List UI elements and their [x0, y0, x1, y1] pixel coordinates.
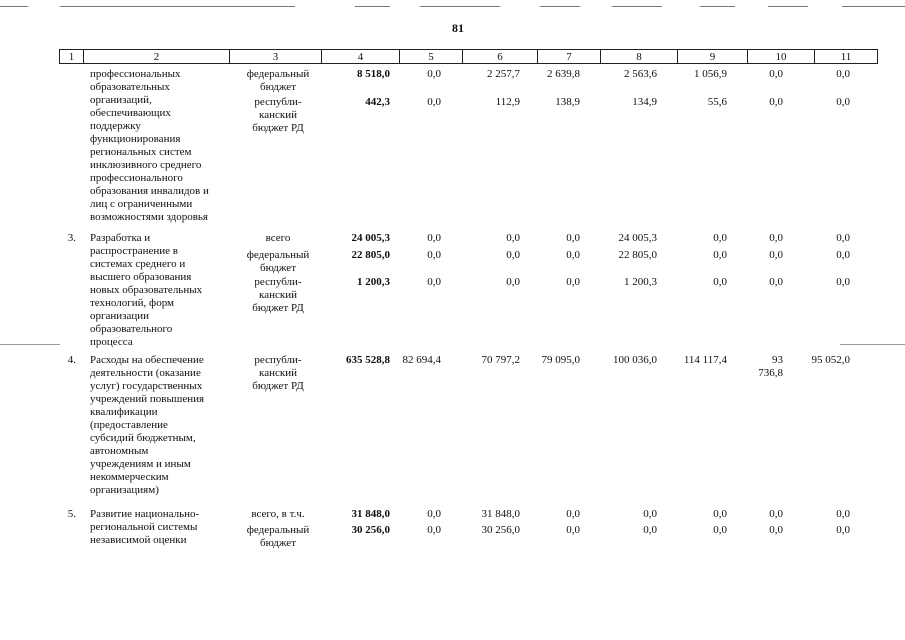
- year-value: 0,0: [836, 68, 850, 80]
- scan-edge-line: [420, 6, 500, 7]
- year-value: 70 797,2: [481, 354, 520, 366]
- year-value: 2 563,6: [624, 68, 657, 80]
- scan-edge-line: [612, 6, 662, 7]
- scan-edge-line: [700, 6, 735, 7]
- scan-edge-line: [60, 6, 295, 7]
- year-value: 114 117,4: [683, 354, 727, 366]
- year-value: 0,0: [643, 508, 657, 520]
- year-value: 0,0: [836, 524, 850, 536]
- header-col-1: 1: [60, 50, 84, 64]
- year-value: 0,0: [713, 249, 727, 261]
- year-value: 0,0: [427, 68, 441, 80]
- year-value: 0,0: [769, 96, 783, 108]
- year-value: 55,6: [707, 96, 727, 108]
- scan-edge-line: [540, 6, 580, 7]
- year-value: 0,0: [769, 524, 783, 536]
- year-value: 0,0: [836, 96, 850, 108]
- year-value: 95 052,0: [811, 354, 850, 366]
- fold-line: [0, 344, 60, 345]
- year-value: 0,0: [566, 249, 580, 261]
- header-col-3: 3: [230, 50, 322, 64]
- row-description: Развитие национально- региональной системы независимой оценки: [90, 508, 200, 546]
- header-col-8: 8: [601, 50, 678, 64]
- header-col-2: 2: [84, 50, 230, 64]
- year-value: 2 639,8: [547, 68, 580, 80]
- total-value: 24 005,3: [351, 232, 390, 244]
- header-col-11: 11: [815, 50, 878, 64]
- year-value: 0,0: [769, 249, 783, 261]
- year-value: 93 736,8: [758, 354, 783, 379]
- header-col-6: 6: [463, 50, 538, 64]
- total-value: 30 256,0: [351, 524, 390, 536]
- year-value: 0,0: [566, 524, 580, 536]
- year-value: 0,0: [713, 232, 727, 244]
- year-value: 0,0: [427, 524, 441, 536]
- header-col-4: 4: [322, 50, 400, 64]
- year-value: 79 095,0: [541, 354, 580, 366]
- year-value: 0,0: [836, 232, 850, 244]
- funding-source: всего: [265, 232, 291, 244]
- year-value: 0,0: [566, 232, 580, 244]
- year-value: 0,0: [506, 232, 520, 244]
- scan-edge-line: [355, 6, 390, 7]
- year-value: 2 257,7: [487, 68, 520, 80]
- year-value: 0,0: [769, 276, 783, 288]
- header-col-10: 10: [748, 50, 815, 64]
- row-description: Расходы на обеспечение деятельности (оказание услуг) государственных учреждений повышения квалификации (предоставление субсидий бюджетным, автономным учреждениям и иным некоммерческим организациям): [90, 354, 205, 496]
- year-value: 0,0: [506, 276, 520, 288]
- year-value: 24 005,3: [618, 232, 657, 244]
- year-value: 0,0: [713, 276, 727, 288]
- year-value: 0,0: [769, 508, 783, 520]
- year-value: 1 056,9: [694, 68, 727, 80]
- row-number: 4.: [67, 354, 76, 366]
- year-value: 0,0: [566, 276, 580, 288]
- funding-source: республи- канский бюджет РД: [252, 276, 304, 314]
- year-value: 112,9: [495, 96, 520, 108]
- year-value: 0,0: [769, 232, 783, 244]
- year-value: 100 036,0: [613, 354, 657, 366]
- funding-source: республи- канский бюджет РД: [252, 96, 304, 134]
- scan-edge-line: [842, 6, 905, 7]
- year-value: 0,0: [427, 232, 441, 244]
- year-value: 22 805,0: [618, 249, 657, 261]
- total-value: 8 518,0: [357, 68, 390, 80]
- year-value: 82 694,4: [402, 354, 441, 366]
- funding-source: республи- канский бюджет РД: [252, 354, 304, 392]
- scan-edge-line: [768, 6, 808, 7]
- header-col-5: 5: [400, 50, 463, 64]
- row-description: профессиональных образовательных организаций, обеспечивающих поддержку функционирования региональных систем инклюзивного среднего профессионального образования инвалидов и лиц с ограниченными возможностями здоровья: [90, 68, 209, 223]
- year-value: 0,0: [427, 96, 441, 108]
- total-value: 31 848,0: [351, 508, 390, 520]
- year-value: 0,0: [836, 249, 850, 261]
- header-col-7: 7: [538, 50, 601, 64]
- year-value: 0,0: [643, 524, 657, 536]
- year-value: 0,0: [713, 508, 727, 520]
- year-value: 0,0: [506, 249, 520, 261]
- year-value: 138,9: [555, 96, 580, 108]
- fold-line: [840, 344, 905, 345]
- year-value: 30 256,0: [481, 524, 520, 536]
- year-value: 31 848,0: [481, 508, 520, 520]
- year-value: 1 200,3: [624, 276, 657, 288]
- year-value: 0,0: [427, 249, 441, 261]
- year-value: 0,0: [427, 276, 441, 288]
- year-value: 0,0: [836, 276, 850, 288]
- row-description: Разработка и распространение в системах среднего и высшего образования новых образовательных технологий, форм организации образовательного процесса: [90, 232, 203, 348]
- funding-source: федеральный бюджет: [246, 524, 310, 549]
- total-value: 22 805,0: [351, 249, 390, 261]
- funding-source: всего, в т.ч.: [251, 508, 305, 520]
- year-value: 0,0: [566, 508, 580, 520]
- year-value: 0,0: [836, 508, 850, 520]
- total-value: 442,3: [365, 96, 390, 108]
- row-number: 5.: [67, 508, 76, 520]
- funding-source: федеральный бюджет: [246, 249, 310, 274]
- funding-source: федеральный бюджет: [246, 68, 310, 93]
- row-number: 3.: [67, 232, 76, 244]
- column-number-header: [59, 49, 878, 64]
- year-value: 0,0: [427, 508, 441, 520]
- scan-edge-line: [0, 6, 28, 7]
- total-value: 635 528,8: [346, 354, 390, 366]
- page-number: 81: [452, 21, 464, 35]
- year-value: 0,0: [769, 68, 783, 80]
- year-value: 0,0: [713, 524, 727, 536]
- header-col-9: 9: [678, 50, 748, 64]
- year-value: 134,9: [632, 96, 657, 108]
- total-value: 1 200,3: [357, 276, 390, 288]
